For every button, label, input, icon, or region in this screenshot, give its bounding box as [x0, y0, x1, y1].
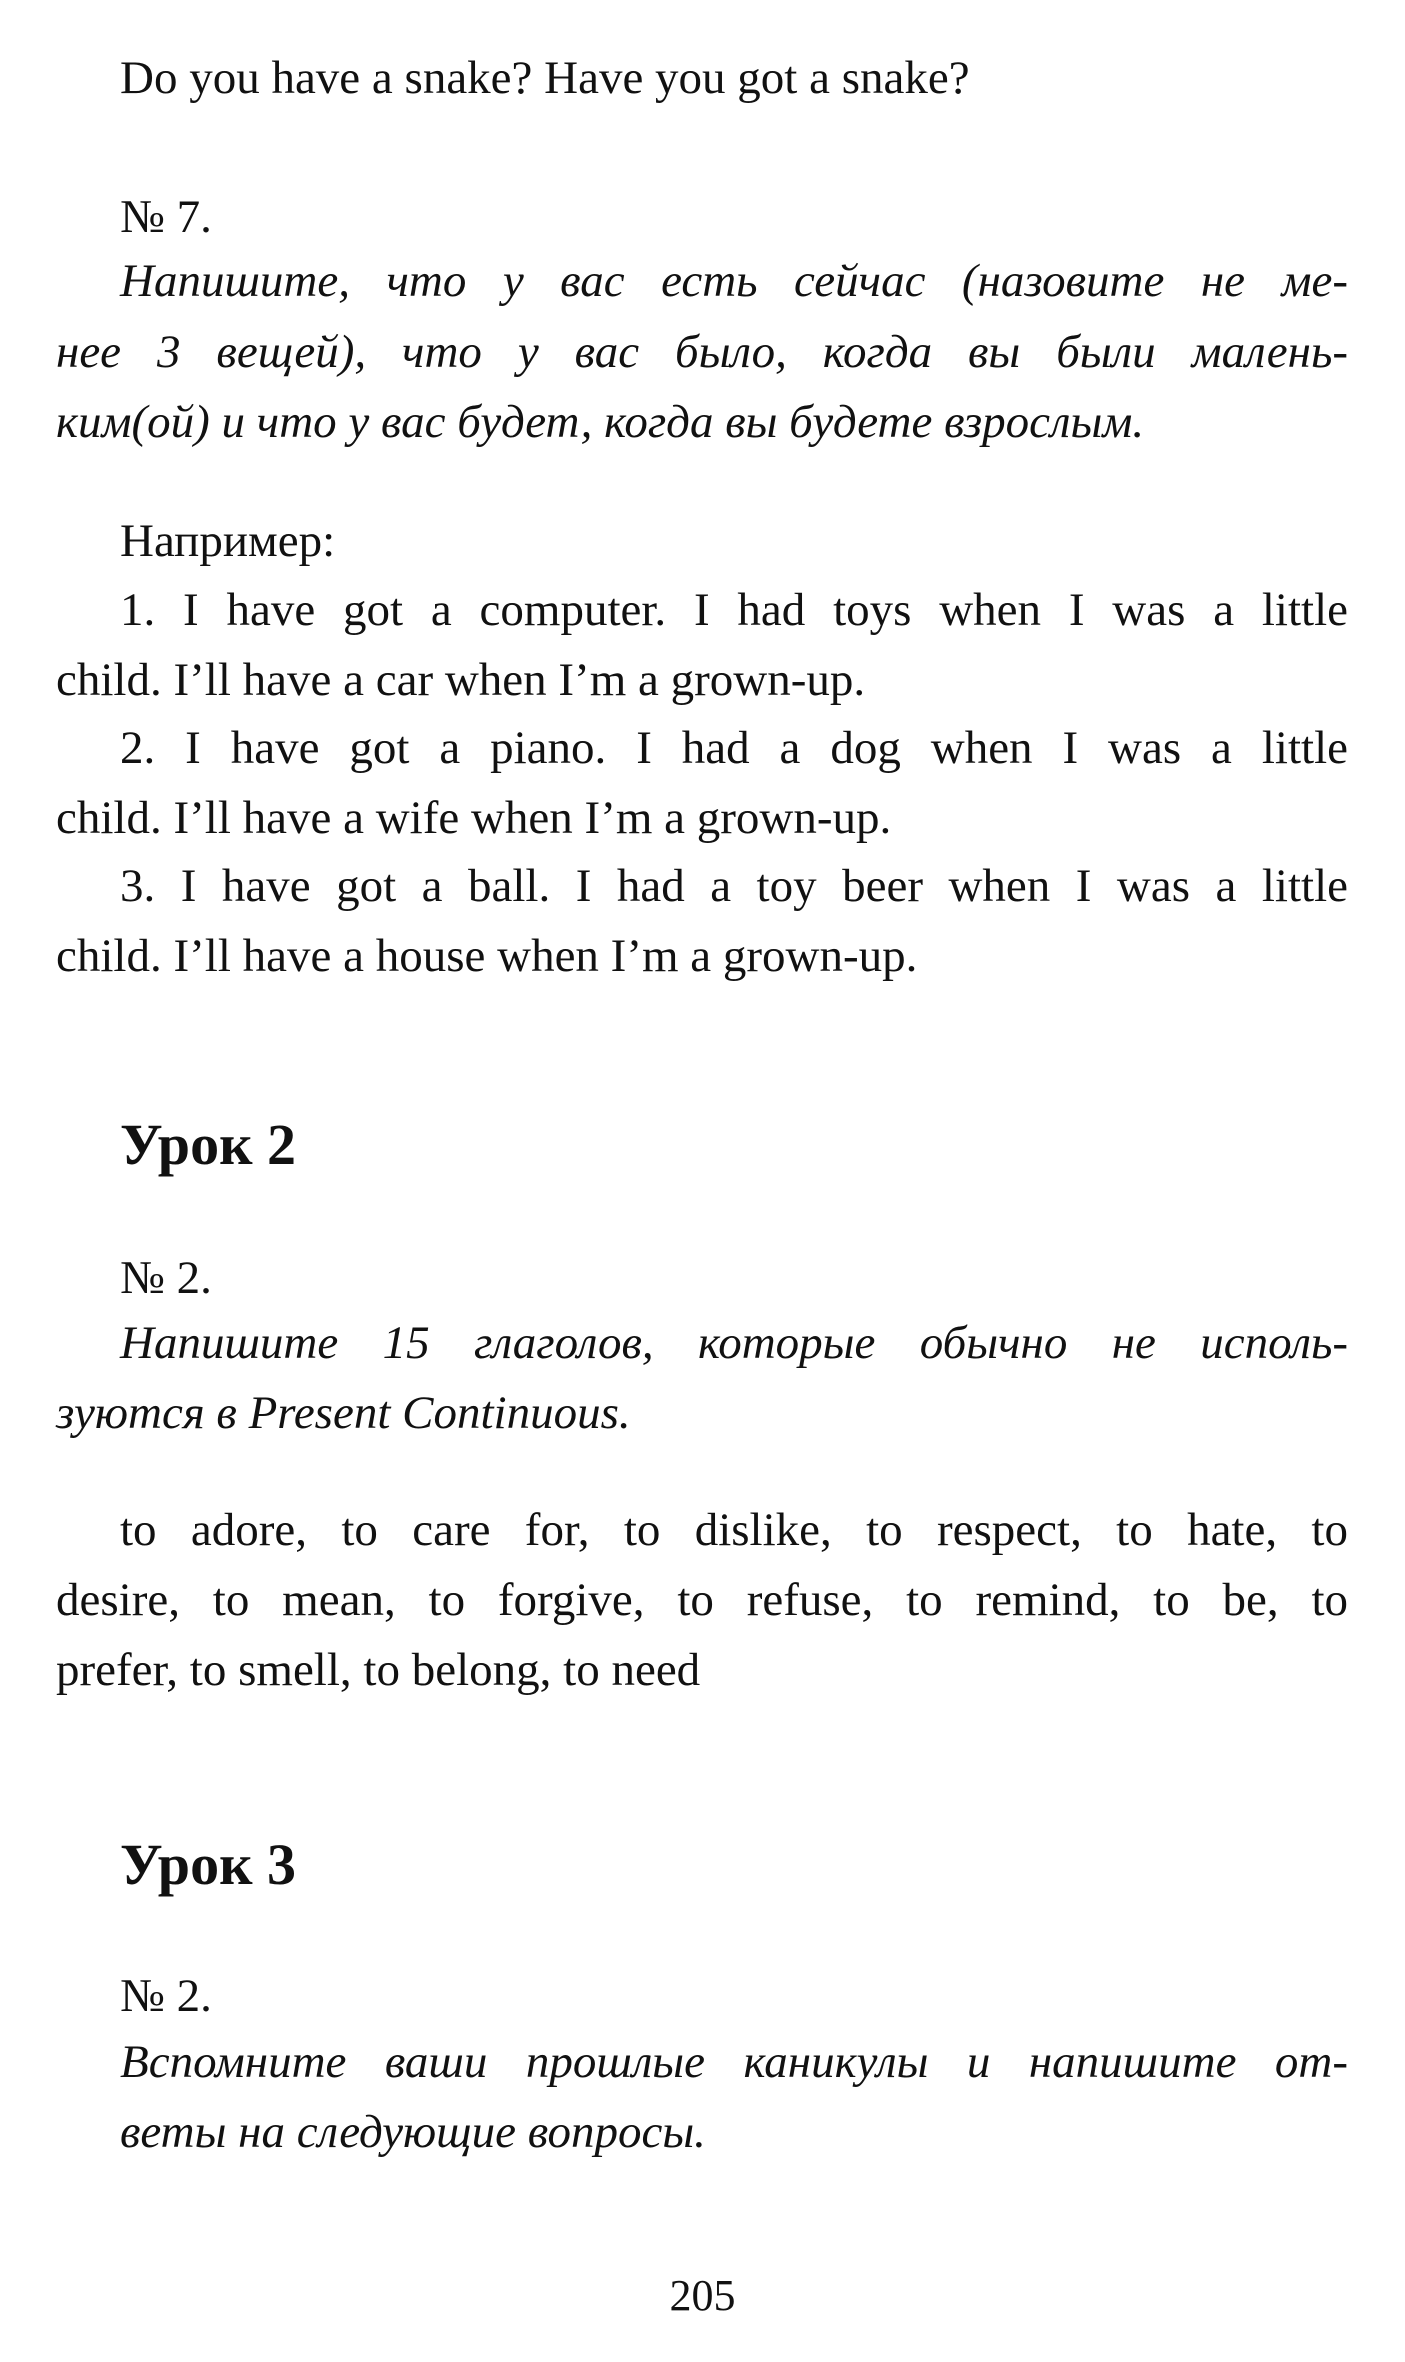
example-label: Например: — [120, 515, 336, 567]
lesson-heading: Урок 2 — [120, 1112, 296, 1177]
task-line: Напишите, что у вас есть сейчас (назовите не ме- — [120, 255, 1348, 307]
page-number: 205 — [669, 2271, 736, 2320]
task-line: зуются в Present Continuous. — [56, 1387, 631, 1439]
answer-line: to adore, to care for, to dislike, to respect, to hate, to — [120, 1504, 1348, 1556]
exercise-number: № 7. — [120, 191, 212, 243]
lesson-heading: Урок 3 — [120, 1832, 296, 1897]
task-line: ким(ой) и что у вас будет, когда вы будете взрослым. — [56, 396, 1145, 448]
answer-line: 2. I have got a piano. I had a dog when I was a little — [120, 722, 1348, 774]
task-line: Вспомните ваши прошлые каникулы и напишите от- — [120, 2036, 1348, 2088]
exercise-number: № 2. — [120, 1252, 212, 1304]
answer-line: child. I’ll have a car when I’m a grown-up. — [56, 654, 866, 706]
task-line: Напишите 15 глаголов, которые обычно не исполь- — [120, 1317, 1348, 1369]
answer-line: child. I’ll have a house when I’m a grown-up. — [56, 930, 918, 982]
answer-line: 3. I have got a ball. I had a toy beer when I was a little — [120, 860, 1348, 912]
task-line: веты на следующие вопросы. — [120, 2106, 706, 2158]
answer-line: child. I’ll have a wife when I’m a grown-up. — [56, 792, 892, 844]
answer-line: desire, to mean, to forgive, to refuse, to remind, to be, to — [56, 1574, 1348, 1626]
answer-line: 1. I have got a computer. I had toys when I was a little — [120, 584, 1348, 636]
task-line: нее 3 вещей), что у вас было, когда вы были малень- — [56, 326, 1348, 378]
exercise-number: № 2. — [120, 1970, 212, 2022]
text-line: Do you have a snake? Have you got a snake? — [120, 52, 970, 104]
answer-line: prefer, to smell, to belong, to need — [56, 1644, 701, 1696]
